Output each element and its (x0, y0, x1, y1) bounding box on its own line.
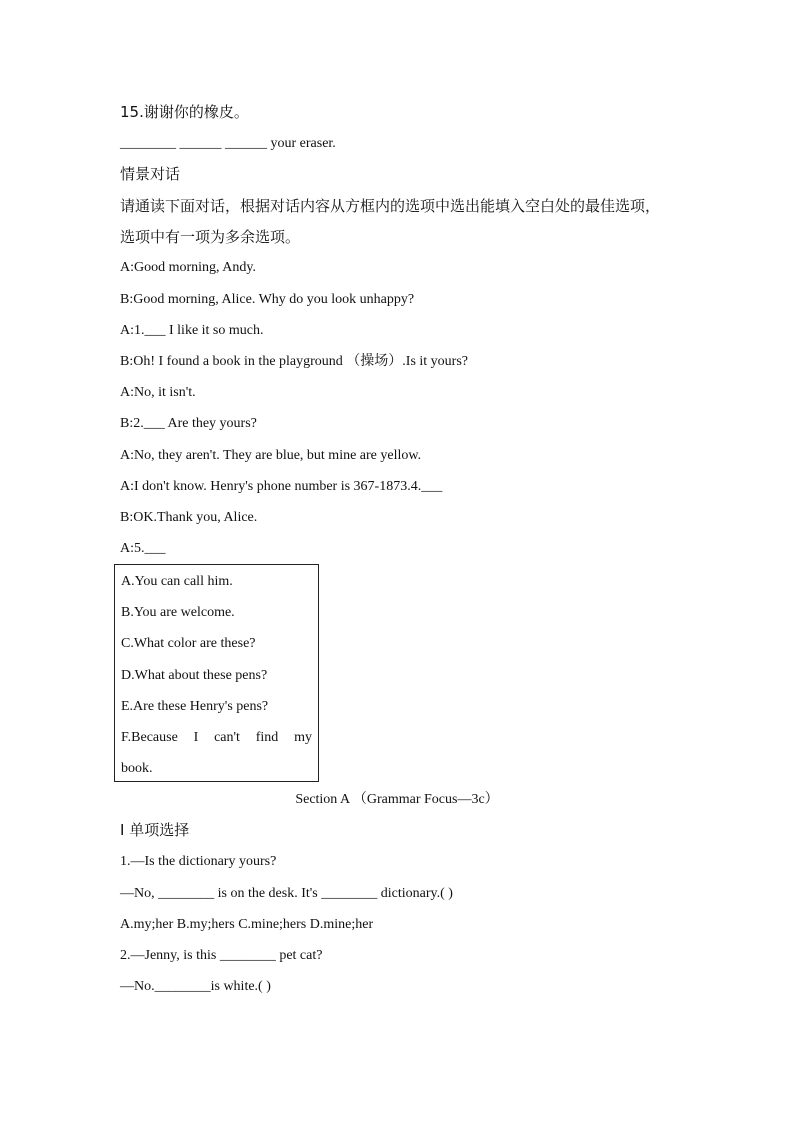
dialogue-line: A:1.___ I like it so much. (120, 323, 264, 338)
option-f-line2: book. (121, 761, 153, 776)
q15-blanks: ________ ______ ______ your eraser. (120, 136, 336, 151)
dialogue-instruction-line1: 请通读下面对话，根据对话内容从方框内的选项中选出能填入空白处的最佳选项， (120, 197, 661, 215)
q1-stem: 1.—Is the dictionary yours? (120, 854, 277, 869)
dialogue-line: B:2.___ Are they yours? (120, 416, 257, 431)
option-f-line1: F.Because I can't find my (121, 730, 312, 745)
dialogue-line: A:5.___ (120, 541, 166, 556)
dialogue-instruction-line2: 选项中有一项为多余选项。 (120, 228, 301, 246)
dialogue-section-title: 情景对话 (120, 165, 181, 183)
option-b: B.You are welcome. (121, 605, 235, 620)
q1-choices: A.my;her B.my;hers C.mine;hers D.mine;her (120, 917, 374, 932)
dialogue-line: B:Oh! I found a book in the playground （操场）.Is it yours? (120, 354, 469, 369)
part1-title: Ⅰ 单项选择 (120, 821, 190, 839)
dialogue-line: B:OK.Thank you, Alice. (120, 510, 258, 525)
option-a: A.You can call him. (121, 574, 233, 589)
options-box (114, 564, 319, 782)
q2-line2: —No.________is white.( ) (120, 979, 271, 994)
option-c: C.What color are these? (121, 636, 256, 651)
dialogue-line: A:No, they aren't. They are blue, but mine are yellow. (120, 448, 422, 463)
q1-line2: —No, ________ is on the desk. It's ________ dictionary.( ) (120, 886, 453, 901)
option-d: D.What about these pens? (121, 668, 268, 683)
dialogue-line: A:I don't know. Henry's phone number is 367-1873.4.___ (120, 479, 443, 494)
option-e: E.Are these Henry's pens? (121, 699, 269, 714)
dialogue-line: A:No, it isn't. (120, 385, 196, 400)
dialogue-line: A:Good morning, Andy. (120, 260, 256, 275)
section-heading: Section A （Grammar Focus—3c） (295, 792, 499, 807)
dialogue-line: B:Good morning, Alice. Why do you look unhappy? (120, 292, 415, 307)
q15-prompt: 15.谢谢你的橡皮。 (120, 103, 249, 121)
q2-stem: 2.—Jenny, is this ________ pet cat? (120, 948, 323, 963)
